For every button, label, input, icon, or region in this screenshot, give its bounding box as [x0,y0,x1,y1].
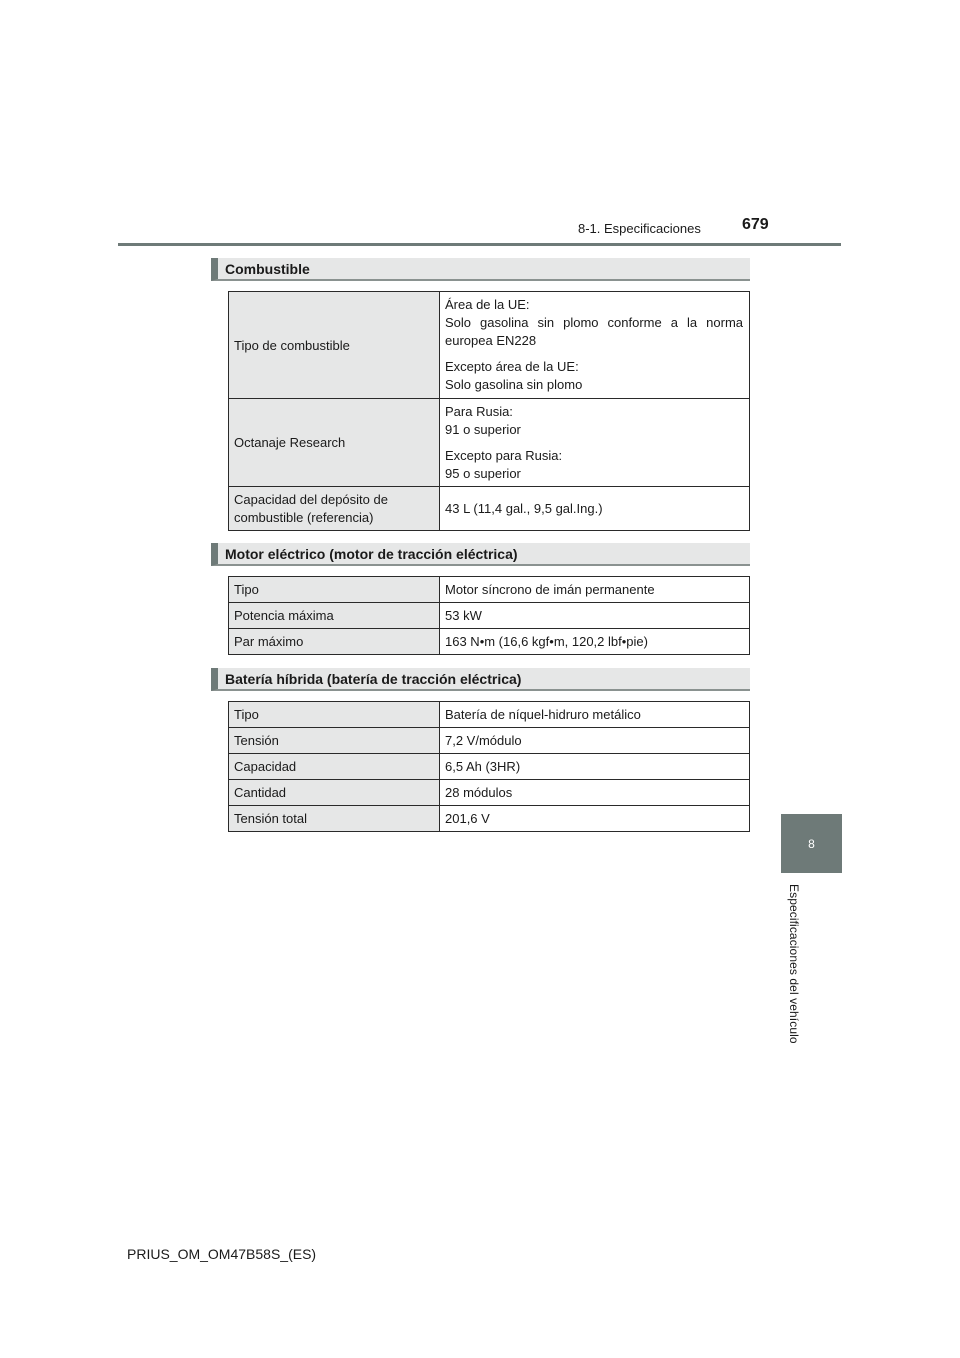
spec-value-line: 91 o superior [445,421,521,437]
spec-value-line: Excepto área de la UE: [445,359,579,374]
spec-key: Tipo [229,702,440,728]
spec-key: Tensión [229,728,440,754]
battery-spec-table [228,701,750,832]
spec-value: 201,6 V [440,806,750,832]
spec-value: 43 L (11,4 gal., 9,5 gal.Ing.) [440,487,750,531]
spec-value: 28 módulos [440,780,750,806]
spec-key: Par máximo [229,629,440,655]
spec-key: Octanaje Research [229,399,440,487]
spec-key [229,487,440,531]
table-row [229,577,750,603]
document-code: PRIUS_OM_OM47B58S_(ES) [127,1246,317,1262]
table-row [229,754,750,780]
spec-value-line: 95 o superior [445,465,521,481]
spec-value: Batería de níquel-hidruro metálico [440,702,750,728]
spec-value: Motor síncrono de imán permanente [440,577,750,603]
table-row [229,728,750,754]
section-title-fuel: Combustible [211,258,750,281]
spec-value-line: Solo gasolina sin plomo conforme a la norma europea EN228 [445,315,743,348]
chapter-number: 8 [808,836,815,851]
spec-key: Potencia máxima [229,603,440,629]
header-rule [118,243,841,246]
spec-key: Cantidad [229,780,440,806]
section-title-motor: Motor eléctrico (motor de tracción eléctrica) [211,543,750,566]
table-row [229,629,750,655]
section-title-battery: Batería híbrida (batería de tracción eléctrica) [211,668,750,691]
spec-value [440,399,750,487]
table-row [229,603,750,629]
spec-key: Tipo [229,577,440,603]
spec-value-line: Para Rusia: [445,403,513,419]
spec-value-line: Excepto para Rusia: [445,447,563,463]
spec-key-line: combustible (referencia) [234,509,374,525]
table-row [229,399,750,487]
spec-value-line: Área de la UE: [445,297,530,312]
table-row [229,780,750,806]
spec-key: Tensión total [229,806,440,832]
spec-value-line: Solo gasolina sin plomo [445,377,583,392]
table-row [229,487,750,531]
spec-key: Capacidad [229,754,440,780]
spec-value [440,292,750,399]
table-row [229,806,750,832]
chapter-label: Especificaciones del vehículo [787,884,801,1044]
spec-key-line: Capacidad del depósito de [234,491,388,507]
spec-value: 53 kW [440,603,750,629]
spec-value: 163 N•m (16,6 kgf•m, 120,2 lbf•pie) [440,629,750,655]
spec-value: 6,5 Ah (3HR) [440,754,750,780]
spec-key: Tipo de combustible [229,292,440,399]
fuel-spec-table [228,291,750,531]
table-row [229,292,750,399]
running-header-section: 8-1. Especificaciones [578,221,701,236]
chapter-tab[interactable] [781,814,842,873]
spec-value: 7,2 V/módulo [440,728,750,754]
page-number: 679 [742,216,769,233]
table-row [229,702,750,728]
motor-spec-table [228,576,750,655]
